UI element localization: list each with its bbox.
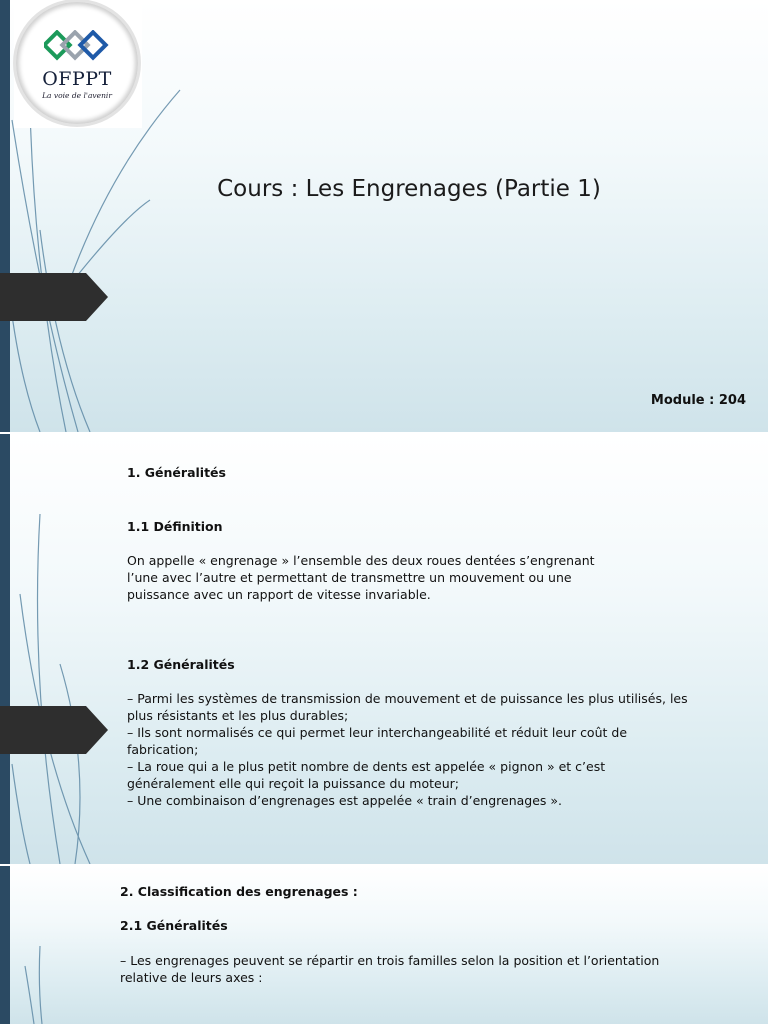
text-line: – Une combinaison d’engrenages est appelée « train d’engrenages ». bbox=[127, 793, 563, 808]
text-line: – Ils sont normalisés ce qui permet leur interchangeabilité et réduit leur coût de bbox=[127, 725, 628, 740]
dark-arrow-tab bbox=[0, 273, 108, 321]
section-heading: 2. Classification des engrenages : bbox=[120, 884, 358, 899]
content-slide-2 bbox=[0, 866, 768, 1024]
dark-arrow-tab bbox=[0, 706, 108, 754]
text-line: relative de leurs axes : bbox=[120, 970, 263, 985]
content-slide-1 bbox=[0, 434, 768, 864]
text-line: plus résistants et les plus durables; bbox=[127, 708, 349, 723]
title-slide bbox=[0, 0, 768, 432]
text-line: – La roue qui a le plus petit nombre de dents est appelée « pignon » et c’est bbox=[127, 759, 606, 774]
definition-text bbox=[127, 552, 595, 603]
text-line: – Les engrenages peuvent se répartir en trois familles selon la position et l’orientation bbox=[120, 953, 660, 968]
slide-title: Cours : Les Engrenages (Partie 1) bbox=[217, 176, 601, 202]
section-heading: 1. Généralités bbox=[127, 465, 226, 480]
logo-diamonds-icon bbox=[44, 30, 112, 64]
text-line: On appelle « engrenage » l’ensemble des deux roues dentées s’engrenant bbox=[127, 553, 595, 568]
subsection-heading: 1.1 Définition bbox=[127, 519, 223, 534]
logo-name: OFPPT bbox=[42, 68, 112, 90]
text-line: puissance avec un rapport de vitesse invariable. bbox=[127, 587, 431, 602]
logo-tagline: La voie de l'avenir bbox=[42, 91, 112, 100]
text-line: fabrication; bbox=[127, 742, 199, 757]
text-line: l’une avec l’autre et permettant de transmettre un mouvement ou une bbox=[127, 570, 572, 585]
points-list bbox=[127, 690, 688, 809]
text-line: – Parmi les systèmes de transmission de mouvement et de puissance les plus utilisés, les bbox=[127, 691, 688, 706]
classification-text bbox=[120, 952, 659, 986]
subsection-heading: 1.2 Généralités bbox=[127, 657, 235, 672]
subsection-heading: 2.1 Généralités bbox=[120, 918, 228, 933]
logo bbox=[14, 0, 142, 128]
module-label: Module : 204 bbox=[650, 393, 746, 408]
text-line: généralement elle qui reçoit la puissance du moteur; bbox=[127, 776, 459, 791]
